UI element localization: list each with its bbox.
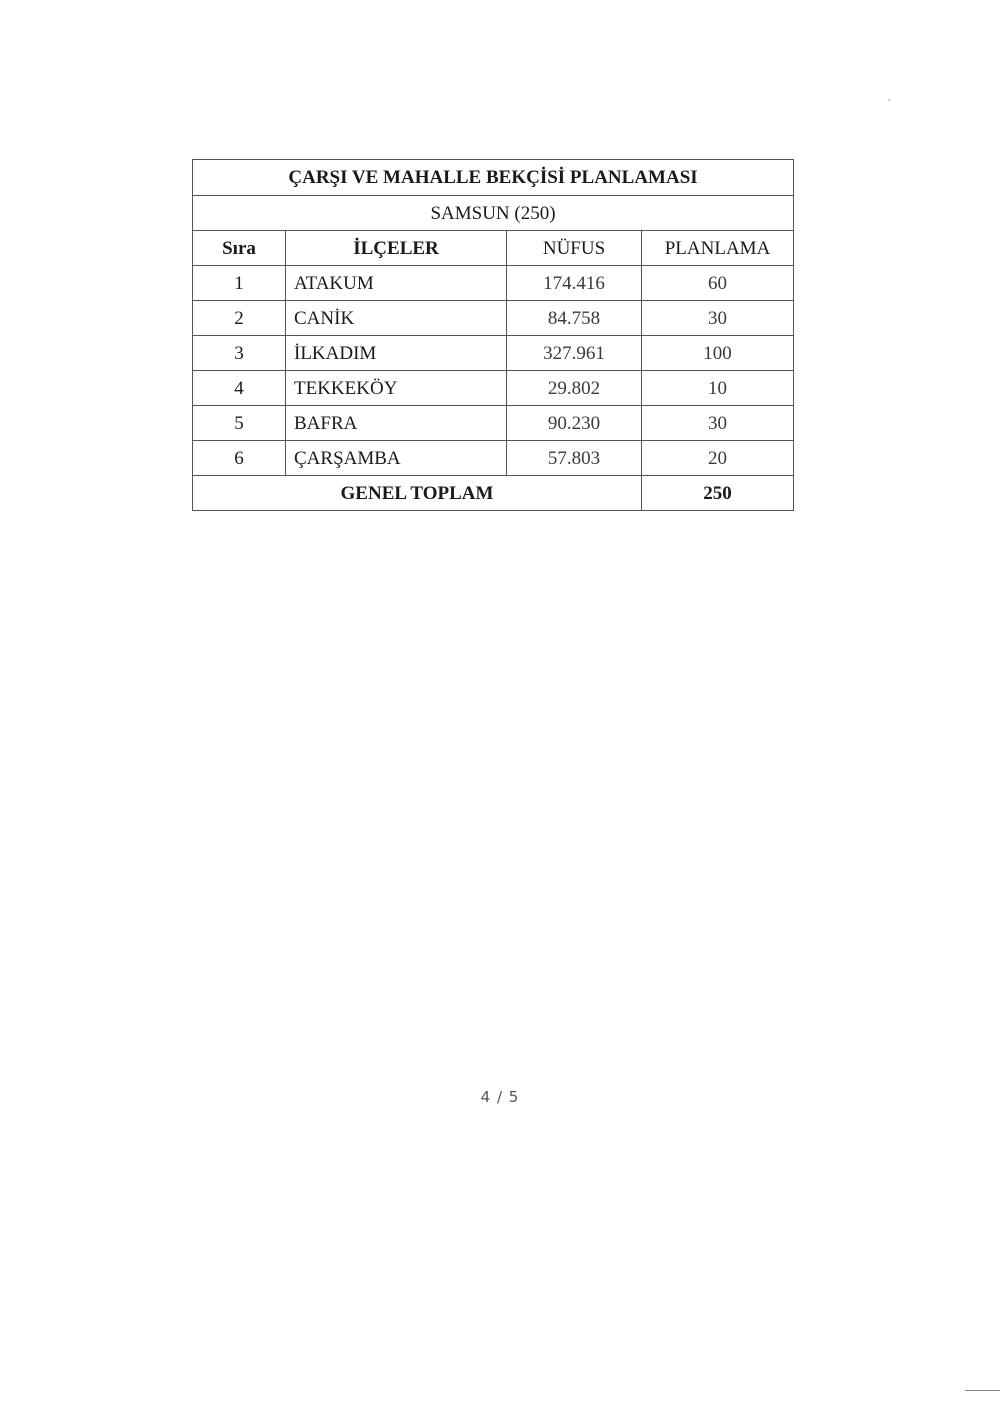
cell-planlama: 10 — [642, 371, 794, 406]
total-value: 250 — [642, 476, 794, 511]
planning-table — [192, 159, 794, 511]
cell-planlama: 30 — [642, 406, 794, 441]
header-nufus: NÜFUS — [507, 231, 642, 266]
cell-ilce: ÇARŞAMBA — [286, 441, 507, 476]
table-subtitle-row — [193, 196, 794, 231]
table-title-row — [193, 160, 794, 196]
cell-nufus: 84.758 — [507, 301, 642, 336]
cell-ilce: BAFRA — [286, 406, 507, 441]
table-header-row — [193, 231, 794, 266]
cell-planlama: 60 — [642, 266, 794, 301]
cell-nufus: 174.416 — [507, 266, 642, 301]
table-row — [193, 441, 794, 476]
cell-ilce: İLKADIM — [286, 336, 507, 371]
scan-edge-line — [965, 1390, 1000, 1391]
table-row — [193, 336, 794, 371]
scan-speck — [888, 99, 890, 101]
cell-sira: 1 — [193, 266, 286, 301]
cell-nufus: 90.230 — [507, 406, 642, 441]
cell-sira: 3 — [193, 336, 286, 371]
cell-ilce: CANİK — [286, 301, 507, 336]
table-subtitle: SAMSUN (250) — [193, 196, 794, 231]
cell-sira: 4 — [193, 371, 286, 406]
cell-ilce: TEKKEKÖY — [286, 371, 507, 406]
cell-ilce: ATAKUM — [286, 266, 507, 301]
cell-sira: 5 — [193, 406, 286, 441]
table-total-row — [193, 476, 794, 511]
table-row — [193, 406, 794, 441]
cell-sira: 6 — [193, 441, 286, 476]
cell-nufus: 57.803 — [507, 441, 642, 476]
cell-planlama: 30 — [642, 301, 794, 336]
header-planlama: PLANLAMA — [642, 231, 794, 266]
cell-sira: 2 — [193, 301, 286, 336]
cell-nufus: 29.802 — [507, 371, 642, 406]
cell-nufus: 327.961 — [507, 336, 642, 371]
table-title: ÇARŞI VE MAHALLE BEKÇİSİ PLANLAMASI — [193, 160, 794, 196]
cell-planlama: 100 — [642, 336, 794, 371]
table-row — [193, 371, 794, 406]
page-number: 4 / 5 — [480, 1088, 520, 1106]
total-label: GENEL TOPLAM — [193, 476, 642, 511]
table-row — [193, 266, 794, 301]
header-ilceler: İLÇELER — [286, 231, 507, 266]
cell-planlama: 20 — [642, 441, 794, 476]
table-row — [193, 301, 794, 336]
header-sira: Sıra — [193, 231, 286, 266]
